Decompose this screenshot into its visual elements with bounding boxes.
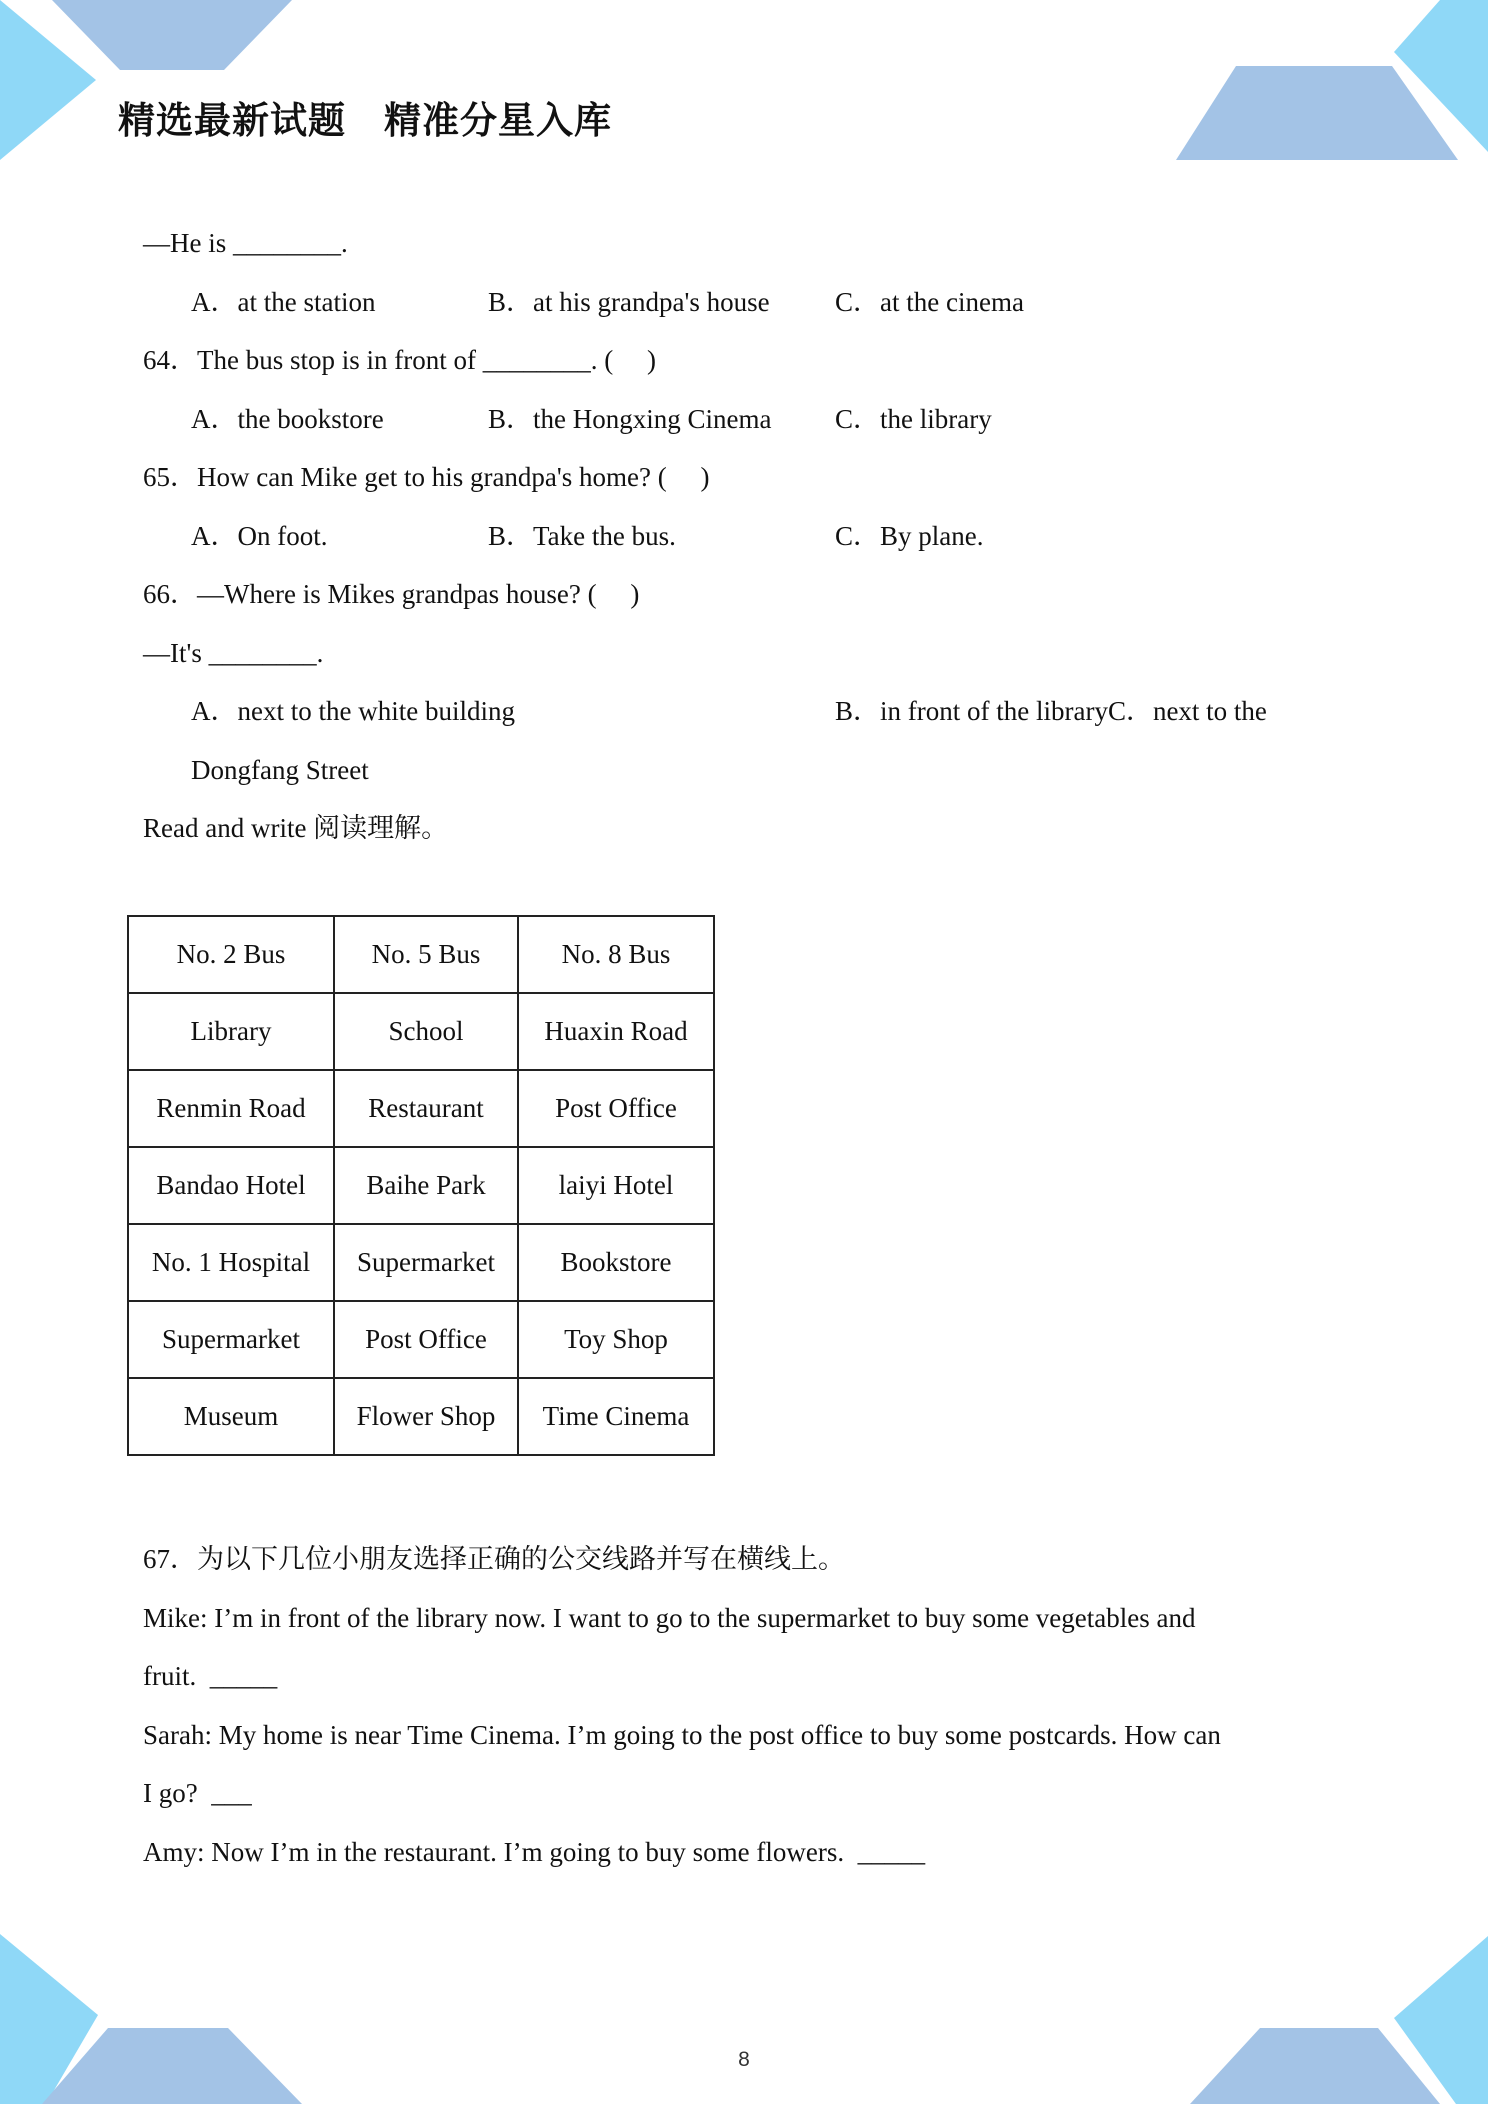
table-cell: Museum (128, 1378, 334, 1455)
table-cell: Bookstore (518, 1224, 714, 1301)
q67-instruction: 67．为以下几位小朋友选择正确的公交线路并写在横线上。 (143, 1544, 845, 1574)
table-cell: Renmin Road (128, 1070, 334, 1147)
corner-triangle-bottom-right (1394, 1936, 1488, 2104)
q63-option-c: C．at the cinema (835, 287, 1024, 317)
table-cell: Post Office (518, 1070, 714, 1147)
table-row (128, 1147, 714, 1224)
q66-option-a: A．next to the white building (191, 696, 515, 726)
q64-option-b: B．the Hongxing Cinema (488, 404, 772, 434)
mike-line-1: Mike: I’m in front of the library now. I want to go to the supermarket to buy some vegetables and (143, 1603, 1196, 1633)
corner-triangle-bottom-left (0, 1934, 98, 2104)
q65-option-b: B．Take the bus. (488, 521, 676, 551)
q64-question: 64．The bus stop is in front of ________. ( ) (143, 345, 656, 375)
table-cell: Huaxin Road (518, 993, 714, 1070)
q66-answer-line: —It's ________. (143, 638, 324, 668)
sarah-line-2: I go? ___ (143, 1778, 252, 1808)
header-title: 精选最新试题 精准分星入库 (118, 99, 612, 142)
corner-triangle-top-right (1394, 0, 1488, 152)
table-cell: No. 5 Bus (334, 916, 518, 993)
table-cell: Toy Shop (518, 1301, 714, 1378)
sarah-line-1: Sarah: My home is near Time Cinema. I’m going to the post office to buy some postcards. How can (143, 1720, 1221, 1750)
section-heading-read-write: Read and write 阅读理解。 (143, 813, 449, 843)
q66-question: 66．—Where is Mikes grandpas house? ( ) (143, 579, 640, 609)
table-cell: Bandao Hotel (128, 1147, 334, 1224)
q66-option-c-continued: Dongfang Street (191, 755, 369, 785)
table-row (128, 1301, 714, 1378)
q65-option-c: C．By plane. (835, 521, 984, 551)
table-cell: Post Office (334, 1301, 518, 1378)
table-cell: Restaurant (334, 1070, 518, 1147)
table-row (128, 993, 714, 1070)
table-cell: Flower Shop (334, 1378, 518, 1455)
table-cell: No. 1 Hospital (128, 1224, 334, 1301)
table-cell: laiyi Hotel (518, 1147, 714, 1224)
q65-question: 65．How can Mike get to his grandpa's home? ( ) (143, 462, 710, 492)
mike-line-2: fruit. _____ (143, 1661, 278, 1691)
q64-option-a: A．the bookstore (191, 404, 384, 434)
corner-trapezoid-top-right (1176, 66, 1458, 160)
page-number: 8 (738, 2048, 750, 2071)
table-cell: Baihe Park (334, 1147, 518, 1224)
corner-triangle-top-left (0, 0, 96, 160)
q63-option-a: A．at the station (191, 287, 376, 317)
q65-option-a: A．On foot. (191, 521, 328, 551)
bus-route-table (127, 915, 715, 1456)
q63-answer-line: —He is ________. (143, 228, 348, 258)
table-cell: No. 2 Bus (128, 916, 334, 993)
table-cell: School (334, 993, 518, 1070)
table-cell: Supermarket (128, 1301, 334, 1378)
q66-option-bc: B．in front of the libraryC．next to the (835, 696, 1267, 726)
table-cell: Time Cinema (518, 1378, 714, 1455)
q64-option-c: C．the library (835, 404, 992, 434)
amy-line: Amy: Now I’m in the restaurant. I’m going to buy some flowers. _____ (143, 1837, 926, 1867)
table-cell: Supermarket (334, 1224, 518, 1301)
table-row (128, 916, 714, 993)
q63-option-b: B．at his grandpa's house (488, 287, 770, 317)
corner-trapezoid-top-left (52, 0, 292, 70)
table-row (128, 1070, 714, 1147)
table-cell: No. 8 Bus (518, 916, 714, 993)
table-cell: Library (128, 993, 334, 1070)
table-row (128, 1224, 714, 1301)
table-row (128, 1378, 714, 1455)
